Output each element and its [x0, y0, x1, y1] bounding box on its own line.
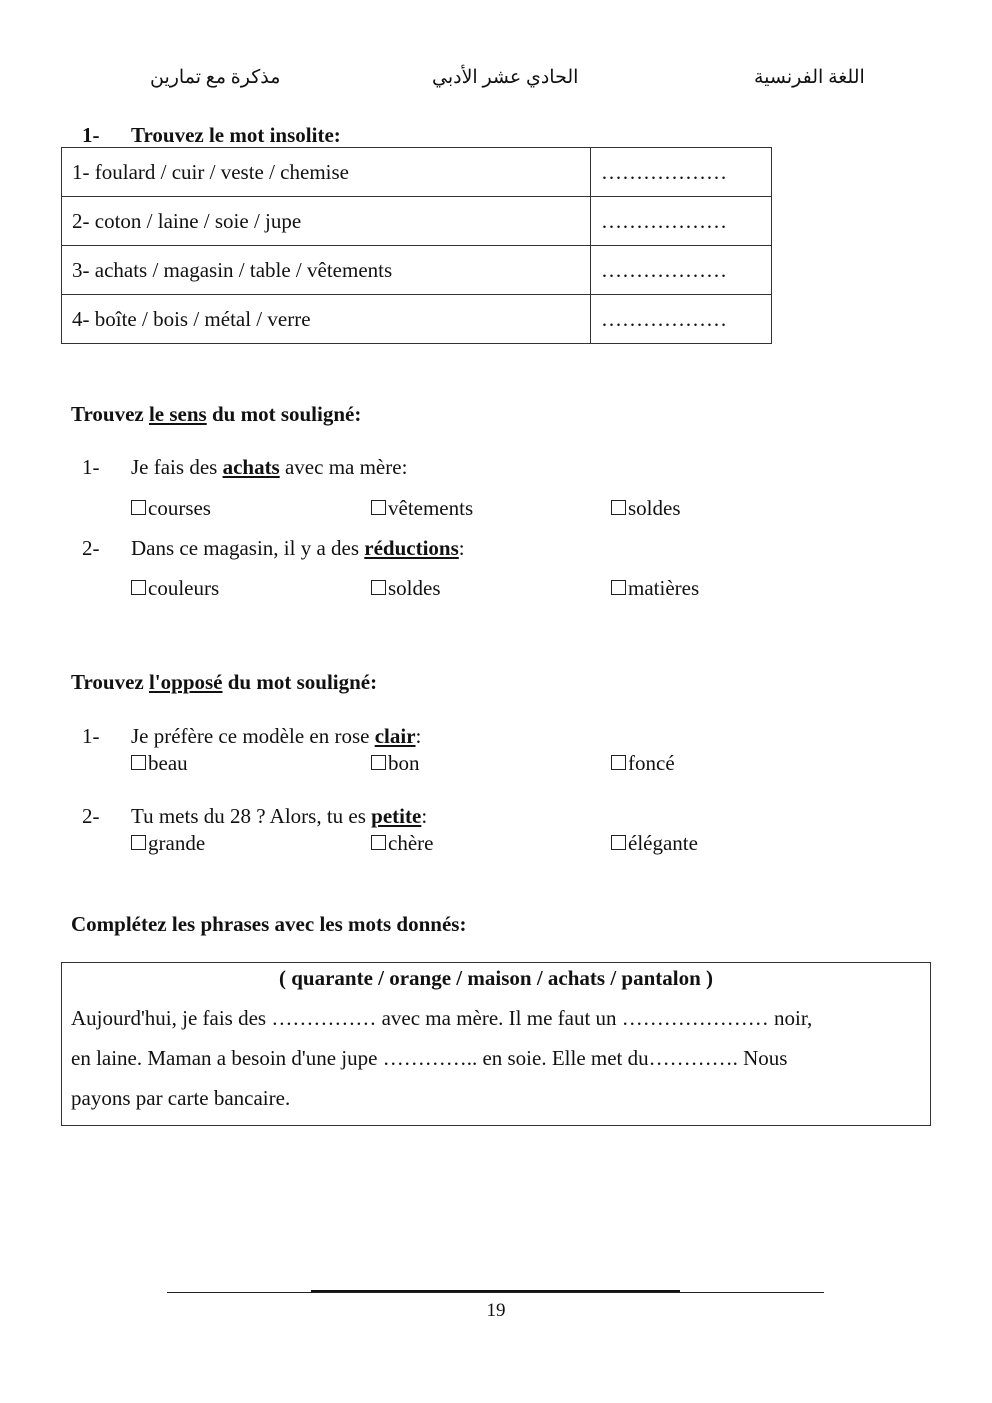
checkbox[interactable]: [131, 755, 146, 770]
sentence-text: avec ma mère:: [279, 455, 408, 479]
underlined-word: achats: [222, 455, 280, 479]
sentence-text: :: [415, 724, 422, 748]
answer-blank[interactable]: ………………: [591, 197, 772, 246]
choice-label: beau: [148, 751, 188, 775]
ex3-q1-sentence: [131, 724, 421, 749]
ex2-q2-number: 2-: [82, 536, 100, 560]
checkbox[interactable]: [371, 755, 386, 770]
choice-option[interactable]: [611, 576, 699, 601]
ex2-q1-number: 1-: [82, 455, 100, 479]
header-doc-type: مذكرة مع تمارين: [150, 67, 281, 88]
choice-label: couleurs: [148, 576, 220, 600]
paragraph-line: en laine. Maman a besoin d'une jupe ………….. en soie. Elle met du…………. Nous: [71, 1046, 788, 1070]
choice-label: matières: [628, 576, 700, 600]
choice-label: vêtements: [388, 496, 474, 520]
sentence-text: Tu mets du 28 ? Alors, tu es: [131, 804, 372, 828]
table-row: [62, 295, 772, 344]
table-row: [62, 197, 772, 246]
odd-word-question: 4- boîte / bois / métal / verre: [62, 295, 591, 344]
page-number: 19: [486, 1300, 506, 1321]
ex3-title-pre: Trouvez: [71, 670, 149, 694]
ex3-title-underlined: l'opposé: [148, 670, 223, 694]
odd-word-question: 2- coton / laine / soie / jupe: [62, 197, 591, 246]
answer-blank[interactable]: ………………: [591, 246, 772, 295]
header-grade: الحادي عشر الأدبي: [432, 67, 579, 88]
checkbox[interactable]: [371, 580, 386, 595]
choice-option[interactable]: [131, 831, 205, 856]
ex2-title-post: du mot souligné:: [206, 402, 362, 426]
footer-rule-bold: [311, 1290, 680, 1292]
ex4-title: Complétez les phrases avec les mots donnés:: [71, 912, 467, 936]
ex1-number: 1-: [82, 123, 100, 147]
checkbox[interactable]: [611, 835, 626, 850]
sentence-text: Je fais des: [131, 455, 223, 479]
word-bank: ( quarante / orange / maison / achats / pantalon ): [278, 966, 714, 990]
choice-label: soldes: [388, 576, 441, 600]
ex2-q1-sentence: [131, 455, 407, 480]
paragraph-line: payons par carte bancaire.: [71, 1086, 291, 1110]
odd-word-question: 3- achats / magasin / table / vêtements: [62, 246, 591, 295]
choice-label: élégante: [628, 831, 698, 855]
choice-label: foncé: [628, 751, 675, 775]
paragraph-line: Aujourd'hui, je fais des …………… avec ma mère. Il me faut un ………………… noir,: [71, 1006, 813, 1030]
table-row: [62, 148, 772, 197]
ex3-title-post: du mot souligné:: [222, 670, 378, 694]
header-subject: اللغة الفرنسية: [754, 67, 865, 88]
checkbox[interactable]: [131, 835, 146, 850]
choice-option[interactable]: [131, 576, 219, 601]
ex2-title-underlined: le sens: [148, 402, 207, 426]
odd-word-table: [61, 147, 772, 344]
choice-option[interactable]: [371, 576, 441, 601]
checkbox[interactable]: [371, 835, 386, 850]
choice-label: courses: [148, 496, 211, 520]
checkbox[interactable]: [611, 500, 626, 515]
ex2-title: [71, 402, 361, 427]
ex3-q1-number: 1-: [82, 724, 100, 748]
choice-label: bon: [388, 751, 420, 775]
choice-option[interactable]: [611, 831, 698, 856]
sentence-text: :: [421, 804, 428, 828]
table-row: [62, 246, 772, 295]
choice-label: chère: [388, 831, 434, 855]
sentence-text: Je préfère ce modèle en rose: [131, 724, 375, 748]
ex3-q2-number: 2-: [82, 804, 100, 828]
ex2-title-pre: Trouvez: [71, 402, 149, 426]
sentence-text: :: [458, 536, 465, 560]
sentence-text: Dans ce magasin, il y a des: [131, 536, 365, 560]
checkbox[interactable]: [131, 580, 146, 595]
choice-option[interactable]: [611, 496, 681, 521]
checkbox[interactable]: [611, 580, 626, 595]
choice-option[interactable]: [371, 751, 420, 776]
checkbox[interactable]: [131, 500, 146, 515]
odd-word-question: 1- foulard / cuir / veste / chemise: [62, 148, 591, 197]
checkbox[interactable]: [611, 755, 626, 770]
answer-blank[interactable]: ………………: [591, 148, 772, 197]
choice-option[interactable]: [131, 496, 211, 521]
checkbox[interactable]: [371, 500, 386, 515]
choice-option[interactable]: [371, 831, 433, 856]
choice-label: soldes: [628, 496, 681, 520]
choice-label: grande: [148, 831, 206, 855]
ex3-title: [71, 670, 377, 695]
footer-rule: [167, 1292, 824, 1293]
underlined-word: clair: [374, 724, 416, 748]
ex2-q2-sentence: [131, 536, 465, 561]
ex3-q2-sentence: [131, 804, 427, 829]
answer-blank[interactable]: ………………: [591, 295, 772, 344]
underlined-word: réductions: [364, 536, 459, 560]
choice-option[interactable]: [131, 751, 188, 776]
choice-option[interactable]: [611, 751, 675, 776]
underlined-word: petite: [371, 804, 422, 828]
ex1-title: Trouvez le mot insolite:: [131, 123, 341, 147]
choice-option[interactable]: [371, 496, 473, 521]
